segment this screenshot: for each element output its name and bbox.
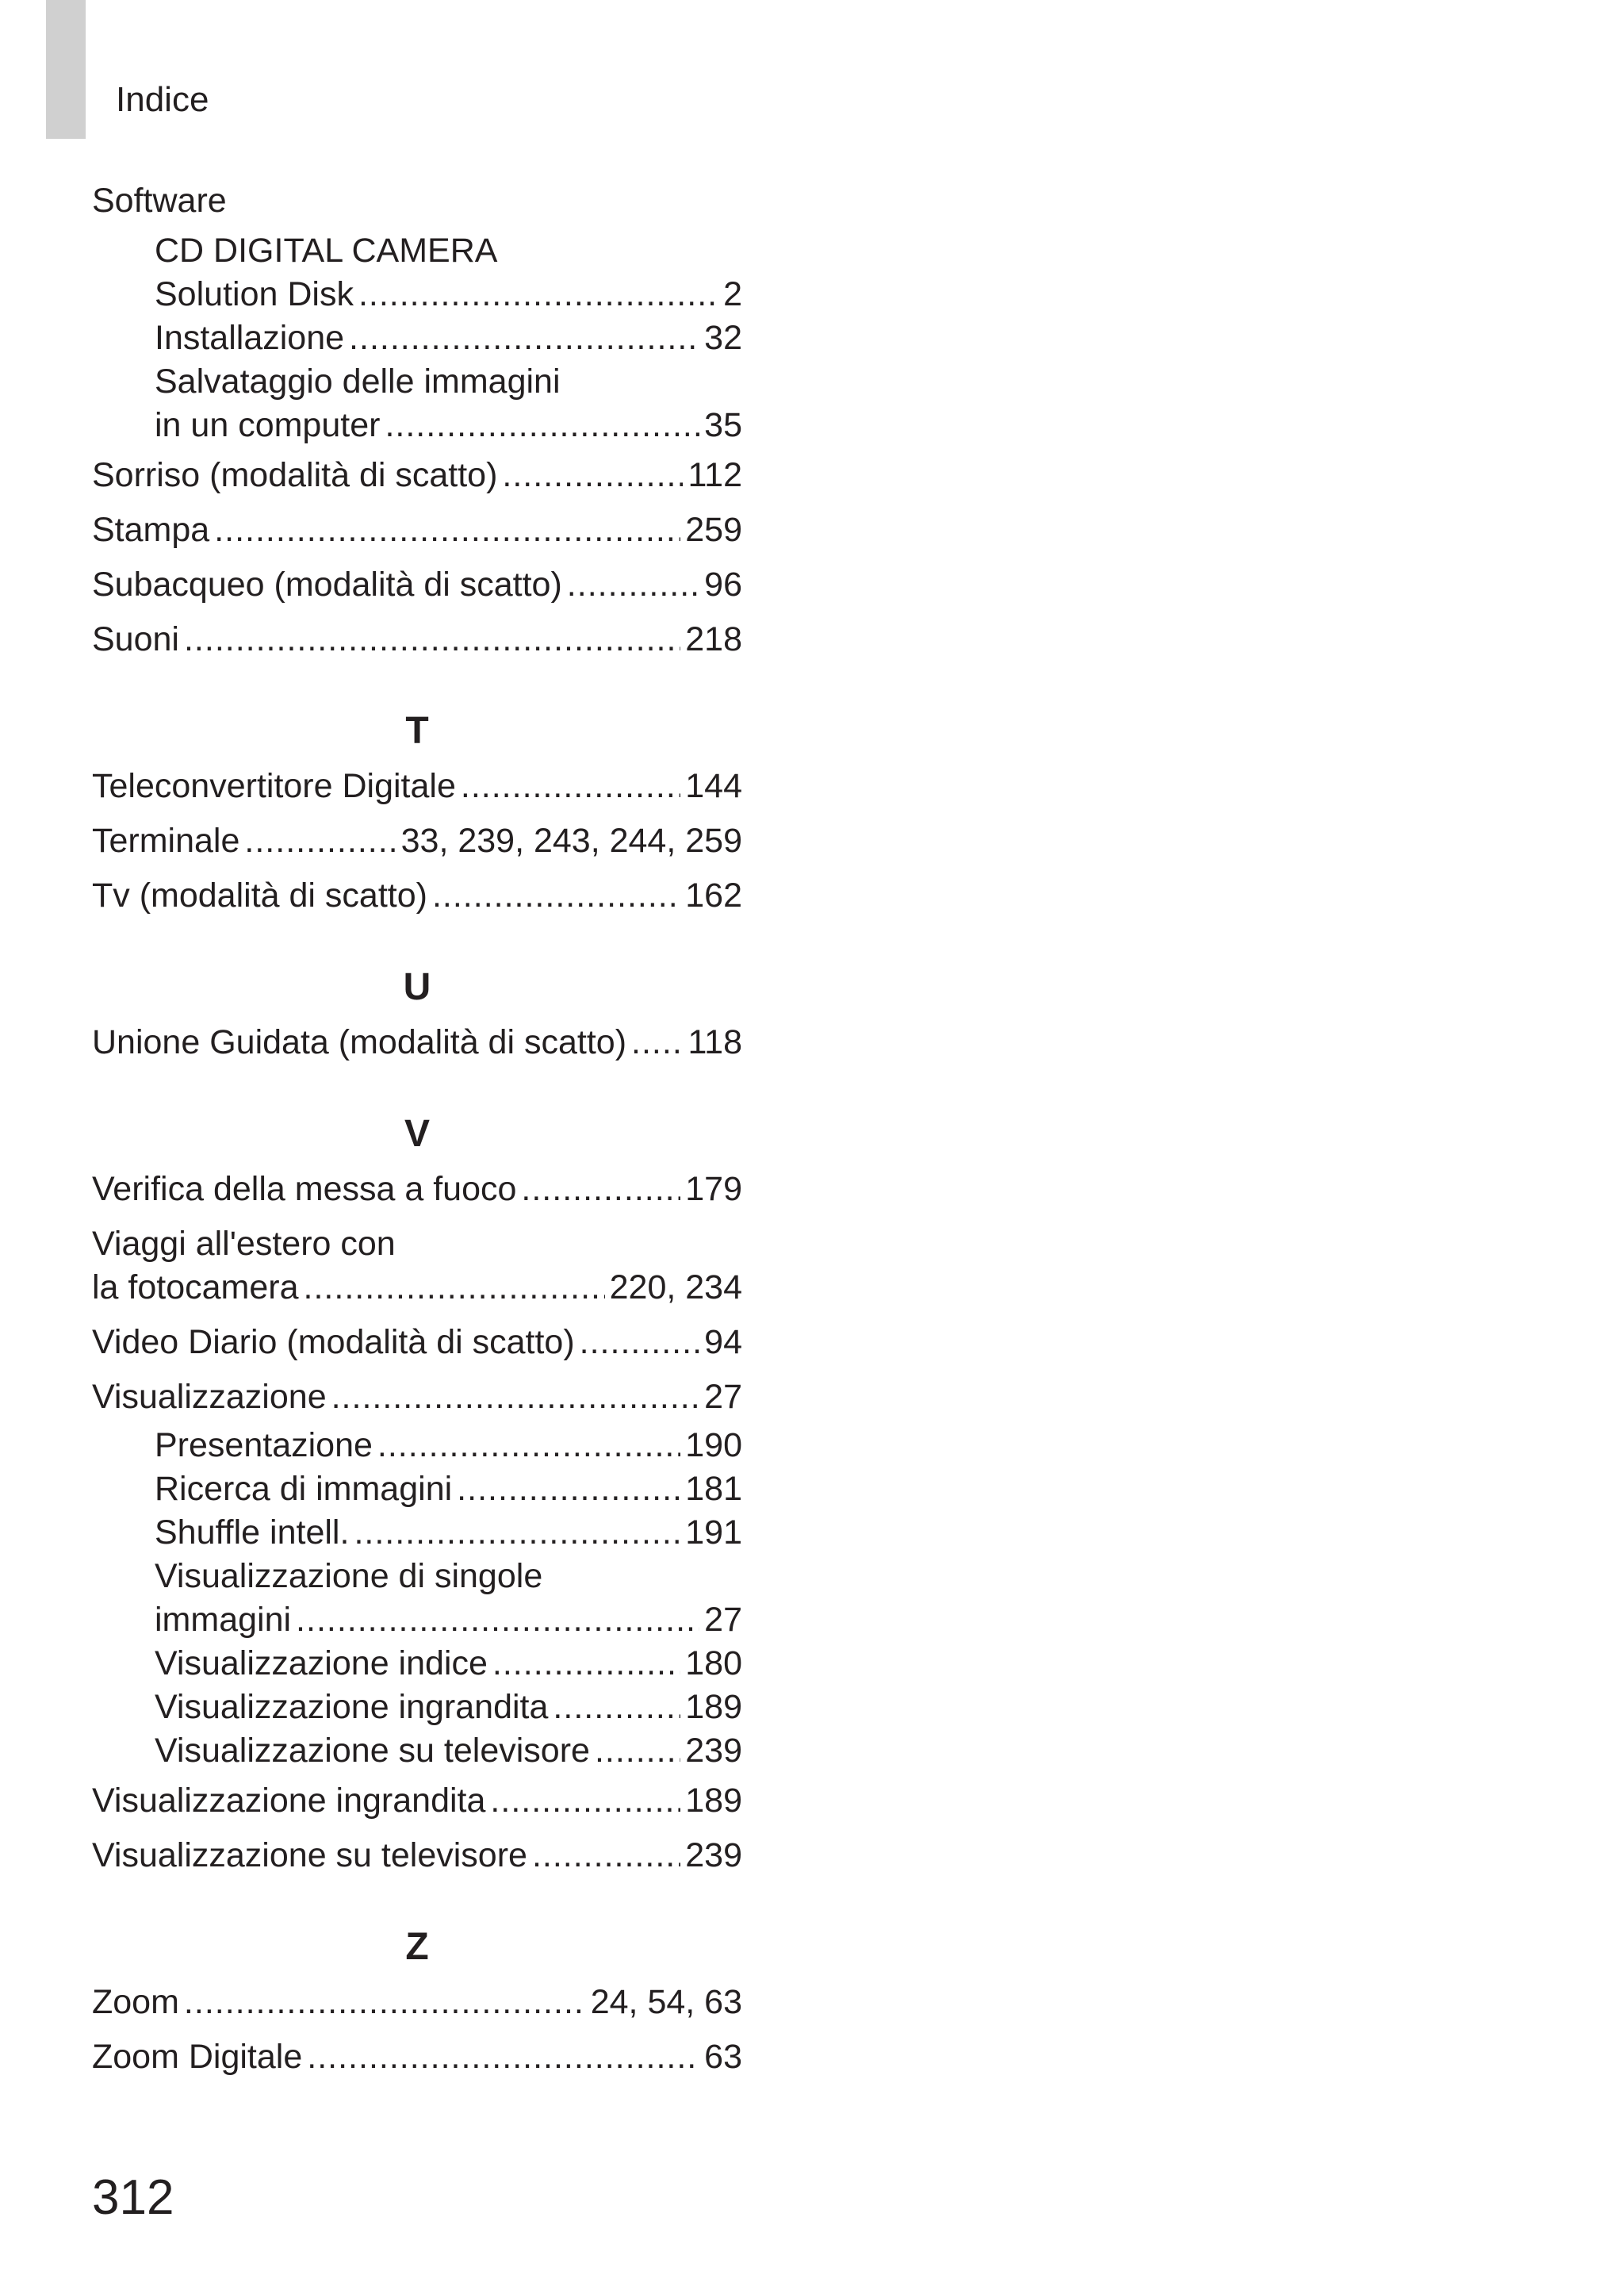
entry-label: Sorriso (modalità di scatto) [92, 456, 498, 494]
index-entry-subacqueo [92, 563, 742, 607]
entry-label: Shuffle intell. [155, 1513, 350, 1552]
dot-leader [214, 508, 680, 552]
dot-leader [304, 1266, 605, 1310]
entry-label: Viaggi all'estero con [92, 1225, 396, 1263]
entry-label: Installazione [155, 319, 345, 357]
dot-leader [184, 1981, 586, 2024]
dot-leader [461, 765, 680, 808]
dot-leader [244, 819, 396, 863]
entry-pages: 189 [685, 1688, 742, 1726]
entry-label: immagini [155, 1601, 292, 1639]
index-subentry-singole [92, 1555, 742, 1598]
index-subentry-salvataggio [92, 360, 742, 404]
section-letter-z: Z [405, 1926, 429, 1968]
index-entry-video-diario [92, 1321, 742, 1364]
index-entry-zoom-digitale [92, 2035, 742, 2079]
index-entry-suoni [92, 618, 742, 662]
index-entry-visualizzazione [92, 1375, 742, 1419]
dot-leader [358, 273, 718, 316]
dot-leader [354, 1511, 680, 1555]
entry-label: Subacqueo (modalità di scatto) [92, 566, 562, 604]
entry-pages: 220, 234 [609, 1268, 742, 1306]
entry-label: Software [92, 182, 227, 220]
entry-label: Ricerca di immagini [155, 1470, 453, 1508]
entry-label: CD DIGITAL CAMERA [155, 232, 498, 270]
index-entry-verifica [92, 1168, 742, 1211]
index-entry-sorriso [92, 454, 742, 497]
entry-label: Visualizzazione di singole [155, 1557, 543, 1595]
dot-leader [457, 1467, 680, 1511]
index-subentry-televisore [92, 1729, 742, 1773]
entry-label: Presentazione [155, 1426, 373, 1464]
entry-label: Zoom [92, 1983, 179, 2021]
index-entry-televisore [92, 1834, 742, 1878]
section-letter-t: T [405, 710, 429, 752]
index-subentry-installazione [92, 316, 742, 360]
index-entry-viaggi [92, 1222, 742, 1266]
entry-pages: 24, 54, 63 [590, 1983, 742, 2021]
entry-pages: 32 [704, 319, 742, 357]
entry-pages: 27 [704, 1601, 742, 1639]
index-subentry-singole-cont [92, 1598, 742, 1642]
chapter-side-tab [46, 0, 86, 139]
index-subentry-indice [92, 1642, 742, 1686]
entry-label: Zoom Digitale [92, 2038, 303, 2076]
entry-pages: 27 [704, 1378, 742, 1416]
entry-label: in un computer [155, 406, 381, 444]
entry-label: Visualizzazione ingrandita [92, 1782, 486, 1820]
dot-leader [331, 1375, 700, 1419]
entry-pages: 35 [704, 406, 742, 444]
entry-pages: 112 [688, 456, 742, 494]
index-subentry-salvataggio-cont [92, 404, 742, 447]
index-subentry-shuffle [92, 1511, 742, 1555]
entry-pages: 259 [685, 511, 742, 549]
index-entry-viaggi-cont [92, 1266, 742, 1310]
entry-pages: 96 [704, 566, 742, 604]
dot-leader [296, 1598, 699, 1642]
dot-leader [595, 1729, 680, 1773]
entry-label: la fotocamera [92, 1268, 299, 1306]
dot-leader [377, 1424, 680, 1467]
index-subentry-presentazione [92, 1424, 742, 1467]
dot-leader [492, 1642, 680, 1686]
dot-leader [532, 1834, 680, 1878]
entry-label: Stampa [92, 511, 210, 549]
entry-label: Teleconvertitore Digitale [92, 767, 456, 805]
index-entry-zoom [92, 1981, 742, 2024]
index-entry-ingrandita [92, 1779, 742, 1823]
entry-label: Tv (modalità di scatto) [92, 876, 427, 915]
index-entry-stampa [92, 508, 742, 552]
dot-leader [385, 404, 699, 447]
dot-leader [631, 1021, 683, 1064]
dot-leader [521, 1168, 680, 1211]
dot-leader [432, 874, 680, 918]
entry-pages: 33, 239, 243, 244, 259 [400, 822, 742, 860]
entry-pages: 189 [685, 1782, 742, 1820]
entry-label: Verifica della messa a fuoco [92, 1170, 517, 1208]
entry-label: Visualizzazione su televisore [92, 1836, 527, 1874]
index-subentry-cd-title [92, 229, 742, 273]
entry-label: Visualizzazione [92, 1378, 327, 1416]
section-letter-u: U [403, 966, 431, 1008]
entry-label: Visualizzazione indice [155, 1644, 488, 1682]
dot-leader [349, 316, 699, 360]
index-entry-teleconvertitore [92, 765, 742, 808]
dot-leader [580, 1321, 700, 1364]
dot-leader [184, 618, 680, 662]
entry-pages: 180 [685, 1644, 742, 1682]
index-subentry-ricerca [92, 1467, 742, 1511]
entry-label: Visualizzazione su televisore [155, 1732, 590, 1770]
entry-pages: 118 [688, 1023, 742, 1061]
index-entry-unione [92, 1021, 742, 1064]
dot-leader [307, 2035, 699, 2079]
entry-label: Terminale [92, 822, 240, 860]
index-column [92, 179, 742, 2079]
entry-label: Visualizzazione ingrandita [155, 1688, 549, 1726]
section-header: Indice [116, 80, 209, 119]
page-number: 312 [92, 2170, 174, 2225]
entry-label: Unione Guidata (modalità di scatto) [92, 1023, 627, 1061]
index-subentry-solution-disk [92, 273, 742, 316]
entry-pages: 144 [685, 767, 742, 805]
entry-pages: 190 [685, 1426, 742, 1464]
dot-leader [553, 1686, 680, 1729]
dot-leader [490, 1779, 680, 1823]
dot-leader [567, 563, 699, 607]
entry-pages: 179 [685, 1170, 742, 1208]
entry-pages: 239 [685, 1732, 742, 1770]
index-entry-software [92, 179, 742, 229]
index-entry-tv [92, 874, 742, 918]
entry-pages: 63 [704, 2038, 742, 2076]
index-entry-terminale [92, 819, 742, 863]
dot-leader [502, 454, 683, 497]
entry-pages: 94 [704, 1323, 742, 1361]
entry-label: Salvataggio delle immagini [155, 362, 561, 401]
entry-pages: 2 [723, 275, 742, 313]
entry-pages: 191 [685, 1513, 742, 1552]
entry-pages: 239 [685, 1836, 742, 1874]
index-subentry-ingrandita [92, 1686, 742, 1729]
entry-pages: 181 [685, 1470, 742, 1508]
entry-pages: 218 [685, 620, 742, 658]
section-letter-v: V [404, 1113, 430, 1155]
entry-label: Solution Disk [155, 275, 354, 313]
entry-label: Video Diario (modalità di scatto) [92, 1323, 575, 1361]
entry-pages: 162 [685, 876, 742, 915]
entry-label: Suoni [92, 620, 179, 658]
